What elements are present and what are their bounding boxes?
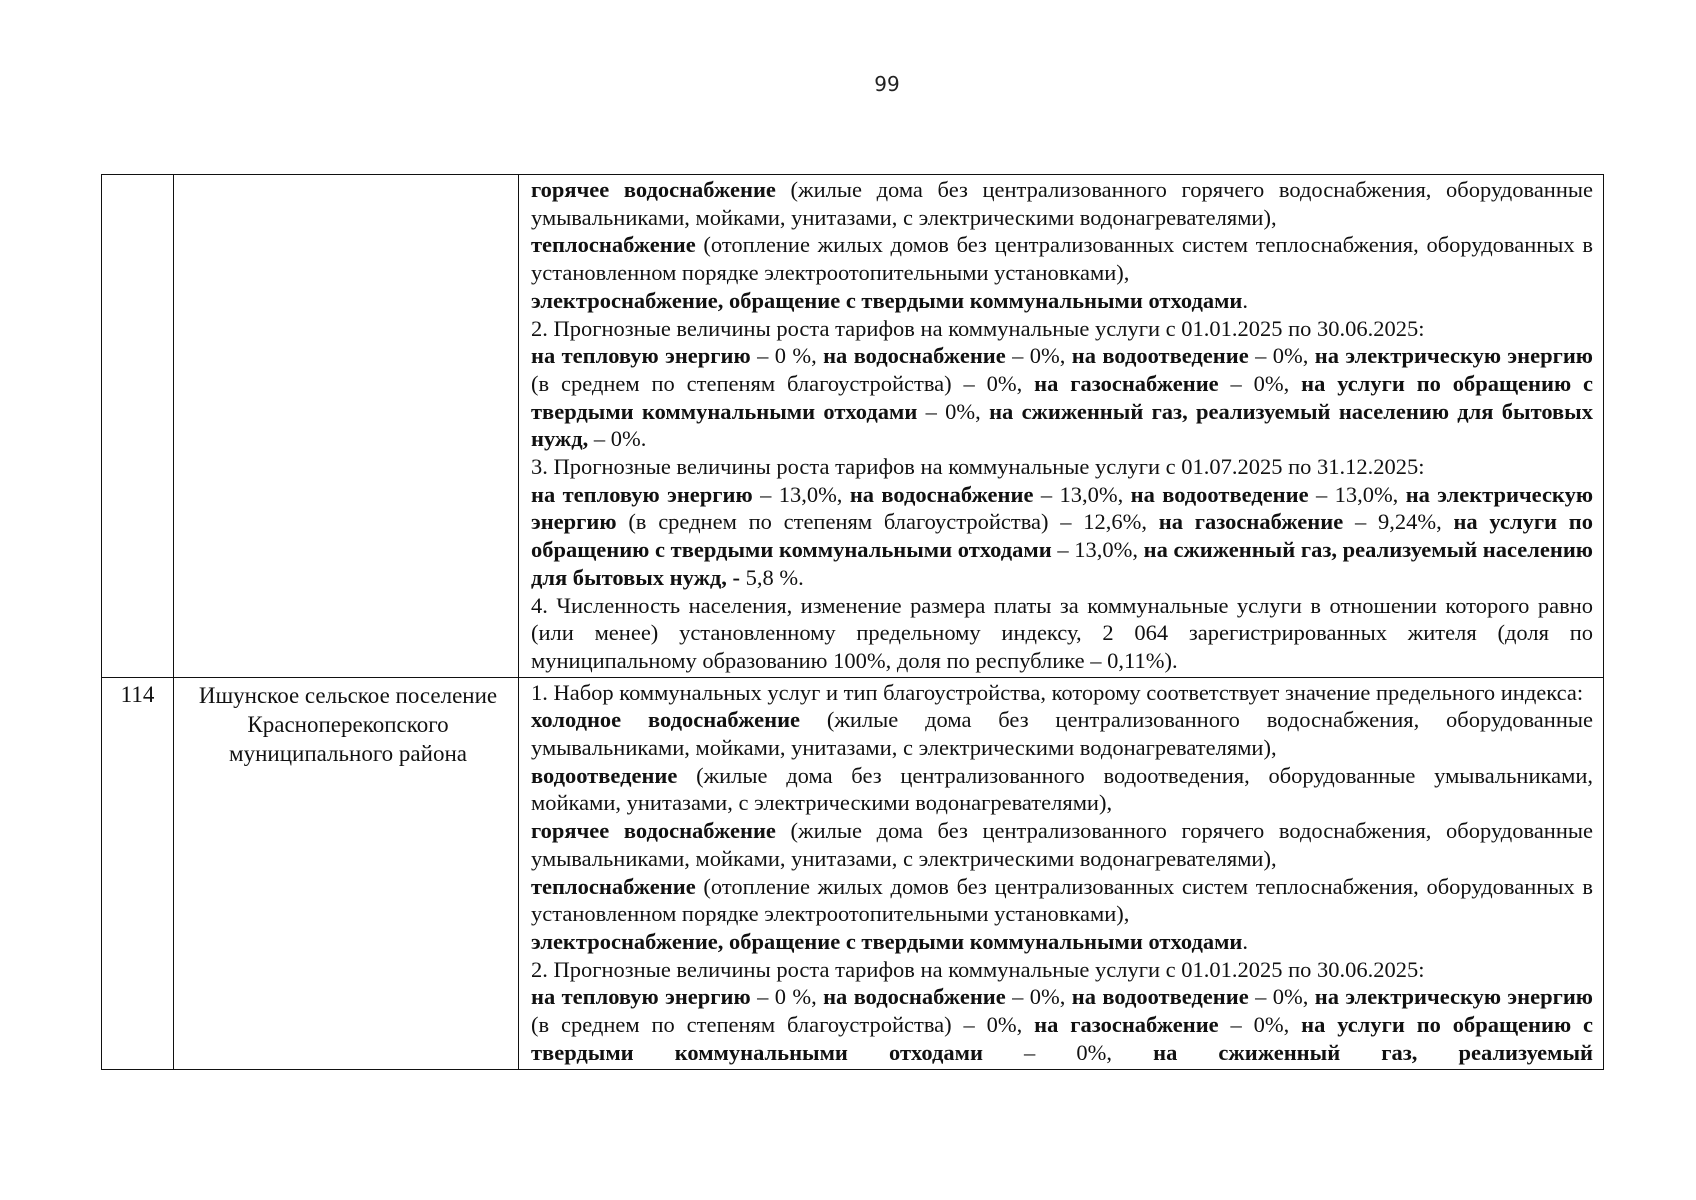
content-paragraph: 3. Прогнозные величины роста тарифов на коммунальные услуги с 01.07.2025 по 31.12.2025: [531, 454, 1425, 480]
table-row [102, 677, 1604, 1069]
content-paragraph: теплоснабжение (отопление жилых домов без централизованных систем теплоснабжения, оборудованных в установленном порядке электроотопительными установками), [531, 873, 1593, 927]
page-number: 99 [874, 72, 900, 96]
content-paragraph: горячее водоснабжение (жилые дома без централизованного горячего водоснабжения, оборудованные умывальниками, мойками, унитазами, с электрическими водонагревателями), [531, 818, 1593, 871]
tariff-table [101, 174, 1604, 1070]
content-paragraph: 1. Набор коммунальных услуг и тип благоустройства, которому соответствует значение предельного индекса: [531, 679, 1584, 705]
tariff-content-cell [519, 175, 1604, 678]
content-paragraph: на тепловую энергию – 0 %, на водоснабжение – 0%, на водоотведение – 0%, на электрическую энергию (в среднем по степеням благоустройства) – 0%, на газоснабжение – 0%, на услуги по обращению с твердыми коммунальными отходами – 0%, на сжиженный газ, реализуемый населению для бытовых нужд, – 0%. [531, 343, 1594, 452]
content-paragraph: 4. Численность населения, изменение размера платы за коммунальные услуги в отношении которого равно (или менее) установленному предельному индексу, 2 064 зарегистрированных жителя (доля по муниципальному образованию 100%, доля по республике – 0,11%). [531, 592, 1593, 673]
content-paragraph: холодное водоснабжение (жилые дома без централизованного водоснабжения, оборудованные умывальниками, мойками, унитазами, с электрическими водонагревателями), [531, 707, 1593, 761]
content-paragraph: на тепловую энергию – 13,0%, на водоснабжение – 13,0%, на водоотведение – 13,0%, на электрическую энергию (в среднем по степеням благоустройства) – 12,6%, на газоснабжение – 9,24%, на услуги по обращению с твердыми коммунальными отходами – 13,0%, на сжиженный газ, реализуемый населению для бытовых нужд, - 5,8 %. [531, 481, 1594, 590]
content-paragraph: горячее водоснабжение (жилые дома без централизованного горячего водоснабжения, оборудованные умывальниками, мойками, унитазами, с электрическими водонагревателями), [531, 177, 1593, 230]
content-paragraph: 2. Прогнозные величины роста тарифов на коммунальные услуги с 01.01.2025 по 30.06.2025: [531, 956, 1425, 982]
table-row [102, 175, 1604, 678]
content-paragraph: 2. Прогнозные величины роста тарифов на коммунальные услуги с 01.01.2025 по 30.06.2025: [531, 315, 1425, 341]
row-number-cell: 114 [102, 677, 174, 1069]
content-paragraph: теплоснабжение (отопление жилых домов без централизованных систем теплоснабжения, оборудованных в установленном порядке электроотопительными установками), [531, 232, 1593, 286]
municipality-name-cell: Ишунское сельское поселение Красноперекопского муниципального района [174, 677, 519, 1069]
municipality-name-cell [174, 175, 519, 678]
content-paragraph: электроснабжение, обращение с твердыми коммунальными отходами. [531, 928, 1249, 954]
row-number-cell [102, 175, 174, 678]
tariff-table-body [102, 175, 1604, 1070]
content-paragraph: водоотведение (жилые дома без централизованного водоотведения, оборудованные умывальниками, мойками, унитазами, с электрическими водонагревателями), [531, 762, 1593, 816]
content-paragraph: на тепловую энергию – 0 %, на водоснабжение – 0%, на водоотведение – 0%, на электрическую энергию (в среднем по степеням благоустройства) – 0%, на газоснабжение – 0%, на услуги по обращению с твердыми коммунальными отходами – 0%, на сжиженный газ, реализуемый [531, 984, 1594, 1065]
content-paragraph: электроснабжение, обращение с твердыми коммунальными отходами. [531, 287, 1249, 313]
tariff-content-cell [519, 677, 1604, 1069]
